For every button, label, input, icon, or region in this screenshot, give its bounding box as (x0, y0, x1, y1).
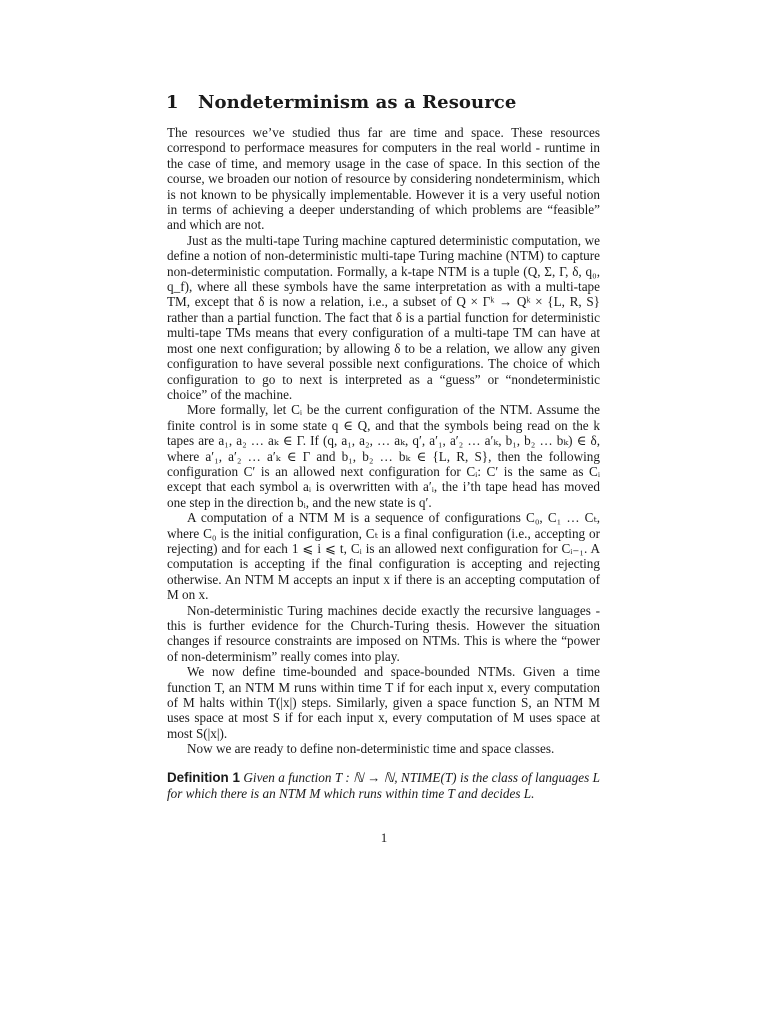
definition-block (167, 770, 600, 801)
paragraph-classes-intro: Now we are ready to define non-deterministic time and space classes. (187, 741, 555, 757)
definition-label: Definition 1 (167, 770, 240, 785)
body-text (167, 125, 600, 757)
paragraph-computation: A computation of a NTM M is a sequence of configurations C₀, C₁ … Cₜ, where C₀ is the initial configuration, Cₜ is a final configuration (i.e., accepting or rejecting) and for each 1 ⩽ i ⩽ t, Cᵢ is an allowed next configuration for Cᵢ₋₁. A computation is accepting if the final configuration is accepting and rejecting otherwise. An NTM M accepts an input x if there is an accepting computation of M on x. (167, 510, 600, 603)
paragraph-church-turing: Non-deterministic Turing machines decide exactly the recursive languages - this is further evidence for the Church-Turing thesis. However the situation changes if resource constraints are imposed on NTMs. This is where the “power of non-determinism” really comes into play. (167, 602, 600, 664)
section-number: 1 (166, 92, 179, 113)
paragraph-bounded-ntms: We now define time-bounded and space-bounded NTMs. Given a time function T, an NTM M runs within time T if for each input x, every computation of M halts within T(|x|) steps. Similarly, given a space function S, an NTM M uses space at most S if for each input x, every computation of M uses space at most S(|x|). (167, 664, 600, 741)
section-title: Nondeterminism as a Resource (198, 92, 517, 113)
paragraph-ntm-definition: Just as the multi-tape Turing machine captured deterministic computation, we define a notion of non-deterministic multi-tape Turing machine (NTM) to capture non-deterministic computation. Formally, a k-tape NTM is a tuple (Q, Σ, Γ, δ, q₀, q_f), where all these symbols have the same interpretation as with a multi-tape TM, except that δ is now a relation, i.e., a subset of Q × Γᵏ → Qᵏ × {L, R, S} rather than a partial function. The fact that δ is a partial function for deterministic multi-tape TMs means that every configuration of a multi-tape TM can have at most one next configuration; by allowing δ to be a relation, we allow any given configuration to have several possible next configurations. The choice of which configuration to go to next is interpreted as a “guess” or “nondeterministic choice” of the machine. (167, 232, 600, 402)
paragraph-configuration: More formally, let Cᵢ be the current configuration of the NTM. Assume the finite control is in some state q ∈ Q, and that the symbols being read on the k tapes are a₁, a₂ … aₖ ∈ Γ. If (q, a₁, a₂, … aₖ, q′, a′₁, a′₂ … a′ₖ, b₁, b₂ … bₖ) ∈ δ, where a′₁, a′₂ … a′ₖ ∈ Γ and b₁, b₂ … bₖ ∈ {L, R, S}, then the following configuration C′ is an allowed next configuration for Cᵢ: C′ is the same as Cᵢ except that each symbol aᵢ is overwritten with a′ᵢ, the i’th tape head has moved one step in the direction bᵢ, and the new state is q′. (167, 402, 600, 510)
definition-text: Given a function T : ℕ → ℕ, NTIME(T) is the class of languages L for which there is an NTM M which runs within time T and decides L. (167, 770, 600, 801)
paragraph-resources-intro: The resources we’ve studied thus far are time and space. These resources correspond to performace measures for computers in the real world - runtime in the case of time, and memory usage in the case of space. In this section of the course, we broaden our notion of resource by considering nondeterminism, which is not known to be physically implementable. However it is a very useful notion in terms of achieving a deeper understanding of which problems are “feasible” and which are not. (167, 125, 600, 233)
section-heading (166, 92, 516, 113)
page-number: 1 (380, 830, 388, 845)
